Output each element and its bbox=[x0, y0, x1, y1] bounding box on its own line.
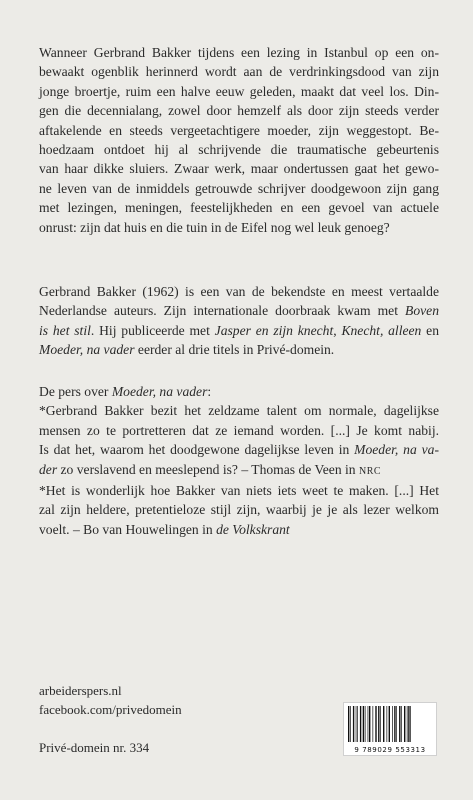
barcode-bar bbox=[392, 706, 393, 742]
book-title: Moeder, na vader bbox=[39, 342, 135, 358]
blurb-line: Wanneer Gerbrand Bakker tijdens een lezing in Istanbul op een on- bbox=[39, 45, 439, 60]
website-link[interactable]: arbeiderspers.nl bbox=[39, 683, 122, 698]
blurb-line: met lezingen, meningen, feestelijkheden en een gevoel van actuele bbox=[39, 200, 439, 216]
barcode-bar bbox=[348, 706, 349, 742]
barcode-bar bbox=[365, 706, 366, 742]
blurb-line: onrust: zijn dat huis en die tuin in de Eifel nog wel leuk genoeg? bbox=[39, 219, 390, 235]
barcode-bar bbox=[408, 706, 409, 742]
barcode-bar bbox=[380, 706, 381, 742]
barcode-bar bbox=[407, 706, 408, 742]
blurb-line: van haar dikke sluiers. Zwaar werk, maar ondertussen gaat het gewo- bbox=[39, 161, 439, 177]
book-title: Boven bbox=[405, 303, 439, 319]
quote-line: *Het is wonderlijk hoe Bakker van niets iets weet te maken. [...] Het bbox=[39, 483, 439, 499]
barcode-bar bbox=[389, 706, 390, 742]
isbn-barcode bbox=[343, 702, 437, 756]
book-title: der bbox=[39, 461, 58, 477]
book-title: is het stil bbox=[39, 322, 91, 338]
blurb-line: jonge broertje, ruim een halve eeuw geleden, maakt dat veel los. Din- bbox=[39, 83, 439, 99]
bio-line: is het stil. Hij publiceerde met Jasper en zijn knecht, Knecht, alleen en bbox=[39, 322, 439, 338]
barcode-bar bbox=[353, 706, 354, 742]
barcode-bar bbox=[356, 706, 357, 742]
press-quotes bbox=[39, 382, 439, 539]
barcode-bar bbox=[410, 706, 411, 742]
blurb-line: hoedzaam ontdoet hij al schrijvende die traumatische gebeurtenis bbox=[39, 142, 439, 158]
book-title: Moeder, na va- bbox=[354, 442, 439, 458]
barcode-bar bbox=[394, 706, 395, 742]
barcode-bar bbox=[387, 706, 388, 742]
series-number: Privé-domein nr. 334 bbox=[39, 740, 150, 755]
barcode-bar bbox=[350, 706, 351, 742]
barcode-bar bbox=[369, 706, 370, 742]
isbn-number: 9 789029 553313 bbox=[354, 746, 426, 754]
barcode-bar bbox=[357, 706, 358, 742]
barcode-bar bbox=[401, 706, 402, 742]
barcode-bar bbox=[404, 706, 405, 742]
barcode-bar bbox=[368, 706, 369, 742]
quote-line: Is dat het, waarom het doodgewone dagelijkse leven in Moeder, na va- bbox=[39, 442, 439, 458]
blurb bbox=[39, 43, 439, 237]
book-title: Knecht, alleen bbox=[341, 322, 422, 338]
author-bio bbox=[39, 282, 439, 360]
book-title: Jasper en zijn knecht bbox=[214, 322, 334, 338]
blurb-line: ne leven van de inmiddels getrouwde schrijver doodgewoon zijn gang bbox=[39, 180, 439, 196]
barcode-bar bbox=[383, 706, 384, 742]
quote-line: voelt. – Bo van Houwelingen in de Volkskrant bbox=[39, 521, 290, 537]
facebook-link[interactable]: facebook.com/privedomein bbox=[39, 702, 182, 717]
blurb-line: aftakelende en steeds vergeetachtigere moeder, zijn weggestopt. Be- bbox=[39, 122, 439, 138]
barcode-bar bbox=[375, 706, 376, 742]
newspaper-name: de Volkskrant bbox=[216, 521, 290, 537]
bio-line: Nederlandse auteurs. Zijn internationale doorbraak kwam met Boven bbox=[39, 303, 439, 319]
barcode-bar bbox=[360, 706, 361, 742]
book-title: Moeder, na vader bbox=[111, 384, 208, 399]
quote-line: *Gerbrand Bakker bezit het zeldzame talent om normale, dagelijkse bbox=[39, 403, 439, 419]
blurb-line: bewaakt ogenblik herinnerd wordt aan de verdrinkingsdood van zijn bbox=[39, 64, 439, 80]
barcode-bars bbox=[347, 706, 433, 742]
quote-line: mensen zo te portretteren dat ze iemand worden. [...] Je komt nabij. bbox=[39, 422, 439, 438]
newspaper-name: NRC bbox=[359, 465, 382, 477]
barcode-bar bbox=[373, 706, 374, 742]
bio-line: Moeder, na vader eerder al drie titels in Privé-domein. bbox=[39, 342, 335, 358]
barcode-bar bbox=[363, 706, 364, 742]
bio-line: Gerbrand Bakker (1962) is een van de bekendste en meest vertaalde bbox=[39, 284, 439, 299]
press-intro: De pers over Moeder, na vader: bbox=[39, 384, 212, 399]
barcode-bar bbox=[396, 706, 397, 742]
barcode-bar bbox=[399, 706, 400, 742]
blurb-line: gen die decennialang, zowel door hemzelf als door zijn steeds verder bbox=[39, 103, 439, 119]
quote-line: der zo verslavend en meeslepend is? – Thomas de Veen in NRC bbox=[39, 461, 382, 477]
quote-line: zal zijn heldere, pretentieloze stijl zijn, waarbij je je als lezer welkom bbox=[39, 502, 439, 518]
barcode-bar bbox=[378, 706, 379, 742]
